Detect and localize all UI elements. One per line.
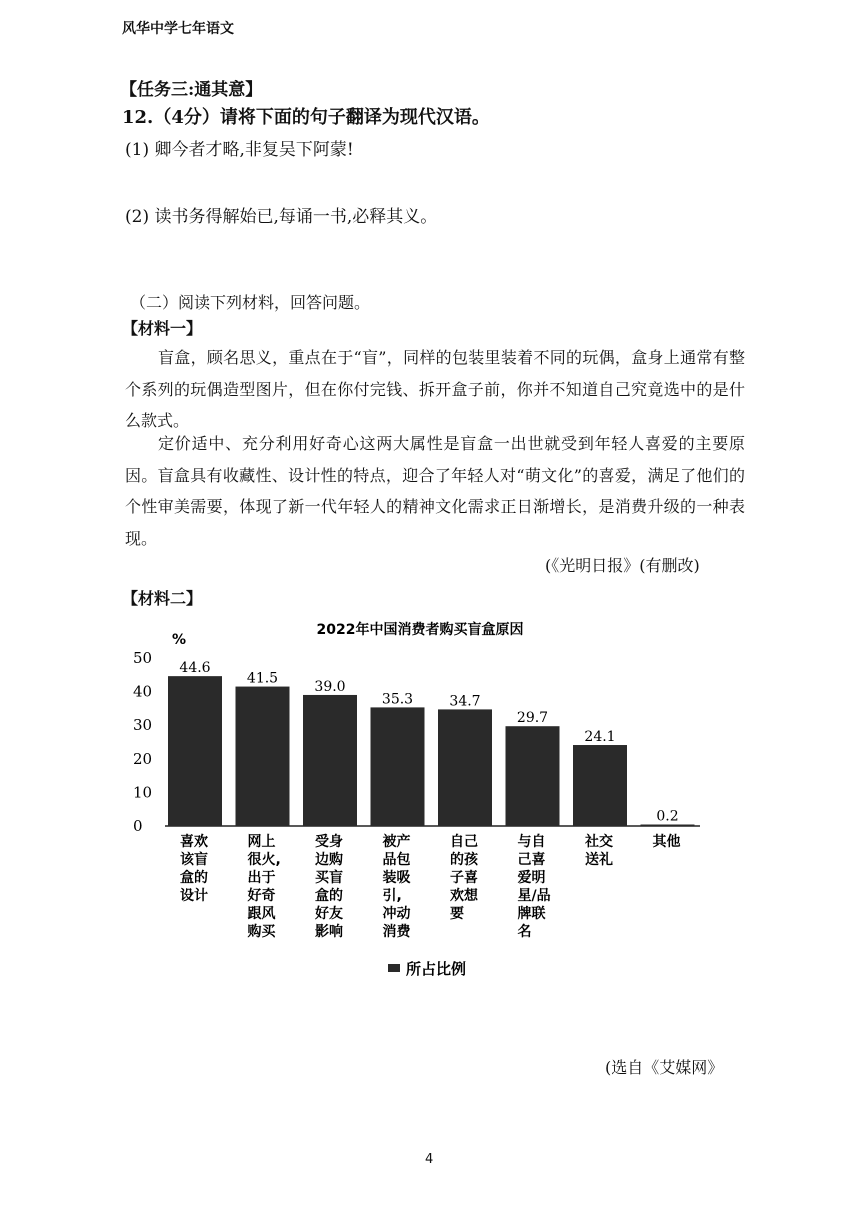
- y-axis-unit: %: [172, 632, 187, 648]
- category-label: 其他: [652, 834, 681, 850]
- chart-title: 2022年中国消费者购买盲盒原因: [316, 622, 524, 638]
- category-label: 该盲: [180, 852, 208, 868]
- task-heading: 【任务三:通其意】: [120, 80, 263, 100]
- category-label: 买盲: [315, 870, 343, 886]
- category-label: 的孩: [450, 852, 478, 868]
- category-label: 与自: [517, 834, 546, 850]
- bar: [371, 707, 425, 826]
- category-label: 星/品: [517, 888, 551, 904]
- category-label: 装吸: [382, 870, 411, 886]
- bar: [168, 676, 222, 826]
- bar-value-label: 35.3: [381, 691, 414, 708]
- bar-value-label: 0.2: [656, 808, 679, 825]
- category-label: 盒的: [315, 888, 343, 904]
- bar-value-label: 39.0: [314, 678, 346, 695]
- category-label: 爱明: [517, 870, 546, 886]
- y-tick-label: 50: [133, 649, 153, 667]
- category-label: 名: [517, 924, 532, 940]
- bar: [641, 825, 695, 827]
- header-title: 风华中学七年语文: [122, 21, 234, 37]
- category-label: 盒的: [180, 870, 208, 886]
- category-label: 喜欢: [180, 834, 208, 850]
- category-label: 社交: [585, 834, 613, 850]
- material-1-paragraph-2: 定价适中、充分利用好奇心这两大属性是盲盒一出世就受到年轻人喜爱的主要原因。盲盒具有收藏性、设计性的特点，迎合了年轻人对“萌文化”的喜爱，满足了他们的个性审美需要，体现了新一代年轻人的精神文化需求正日渐增长，是消费升级的一种表现。: [125, 434, 745, 548]
- category-label: 冲动: [382, 906, 411, 922]
- category-label: 很火,: [247, 852, 281, 868]
- category-label: 要: [450, 906, 464, 922]
- category-label: 边购: [315, 852, 343, 868]
- material-1-source: (《光明日报》(有删改): [545, 556, 700, 575]
- bar: [506, 726, 560, 826]
- category-label: 跟风: [247, 906, 276, 922]
- bar: [236, 687, 290, 826]
- category-label: 引,: [382, 888, 402, 904]
- y-tick-label: 0: [133, 817, 143, 835]
- bar: [303, 695, 357, 826]
- page-number: 4: [425, 1152, 434, 1167]
- category-label: 欢想: [450, 888, 478, 904]
- bar: [438, 709, 492, 826]
- material-1-paragraph-1: 盲盒，顾名思义，重点在于“盲”，同样的包装里装着不同的玩偶，盒身上通常有整个系列的玩偶造型图片，但在你付完钱、拆开盒子前，你并不知道自己究竟选中的是什么款式。: [125, 348, 745, 430]
- category-label: 送礼: [585, 852, 613, 868]
- question-item-1: (1) 卿今者才略,非复吴下阿蒙!: [125, 140, 354, 160]
- y-tick-label: 30: [133, 716, 153, 735]
- legend-swatch: [388, 964, 400, 972]
- category-label: 自己: [450, 834, 478, 850]
- category-label: 好奇: [247, 888, 276, 904]
- category-label: 子喜: [450, 870, 478, 886]
- y-tick-label: 40: [133, 682, 153, 701]
- category-label: 网上: [247, 834, 276, 850]
- material-2-source: (选自《艾媒网》: [605, 1058, 724, 1077]
- question-12-title: 12.（4分）请将下面的句子翻译为现代汉语。: [122, 107, 490, 128]
- category-label: 牌联: [517, 906, 546, 922]
- category-label: 己喜: [517, 852, 546, 868]
- category-label: 被产: [382, 834, 411, 850]
- legend-label: 所占比例: [406, 960, 467, 978]
- section-heading: （二）阅读下列材料，回答问题。: [130, 293, 371, 312]
- category-label: 受身: [315, 834, 343, 850]
- bar-value-label: 29.7: [516, 710, 549, 727]
- category-label: 品包: [382, 852, 411, 868]
- y-tick-label: 10: [133, 783, 153, 802]
- category-label: 购买: [247, 924, 276, 940]
- category-label: 影响: [315, 924, 343, 940]
- bar-value-label: 44.6: [179, 660, 211, 677]
- category-label: 设计: [180, 888, 208, 904]
- category-label: 出于: [247, 870, 276, 886]
- bar-value-label: 24.1: [584, 729, 616, 746]
- question-item-2: (2) 读书务得解始已,每诵一书,必释其义。: [125, 207, 438, 227]
- bar-value-label: 41.5: [246, 670, 279, 687]
- category-label: 好友: [315, 906, 343, 922]
- category-label: 消费: [382, 924, 411, 940]
- bar-value-label: 34.7: [449, 693, 481, 710]
- material-1-label: 【材料一】: [122, 319, 203, 338]
- material-2-label: 【材料二】: [122, 589, 203, 608]
- bar: [573, 745, 627, 826]
- y-tick-label: 20: [133, 749, 153, 768]
